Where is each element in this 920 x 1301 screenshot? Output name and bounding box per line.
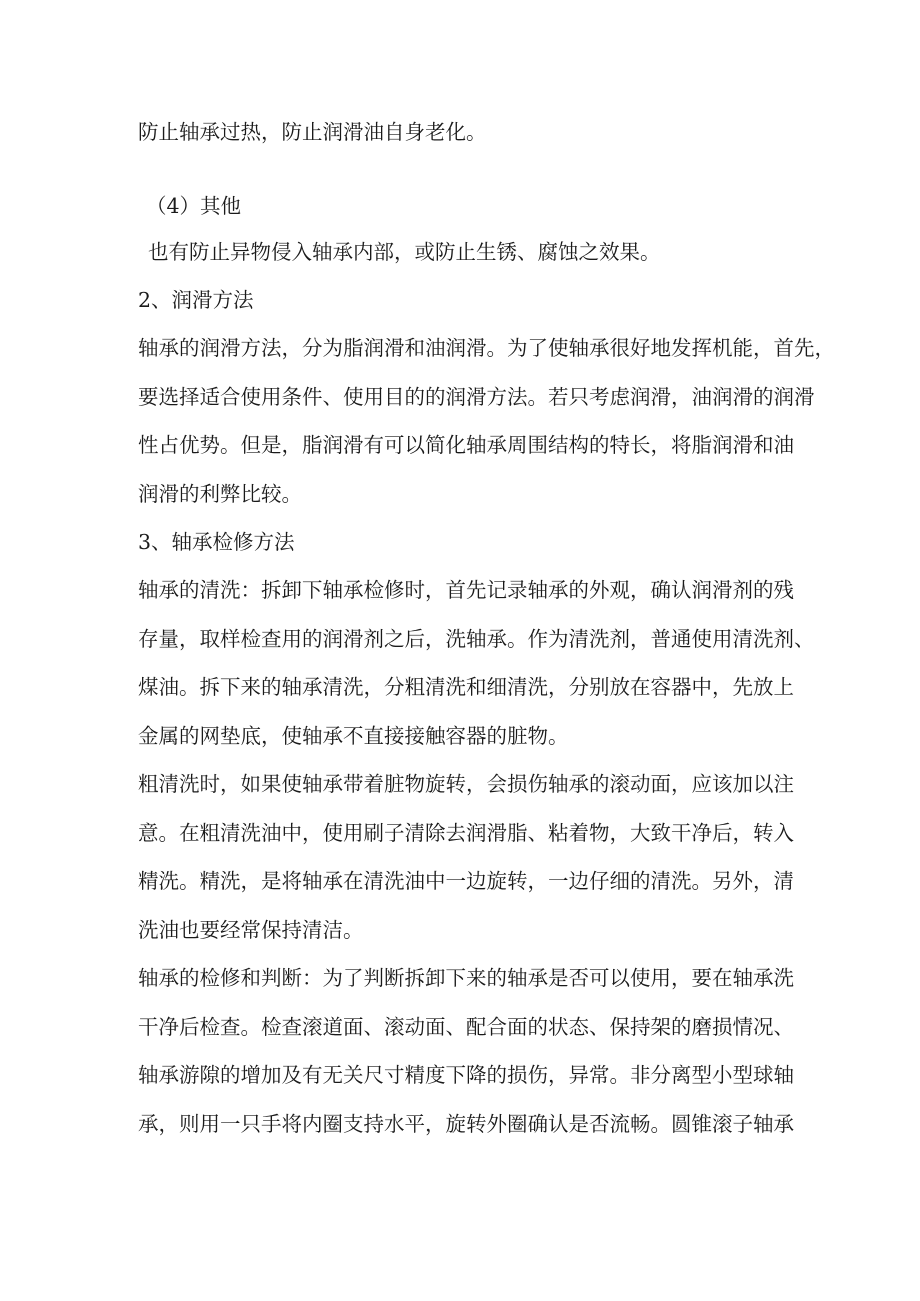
paragraph-other <box>148 228 808 277</box>
text-line: 粗清洗时，如果使轴承带着脏物旋转，会损伤轴承的滚动面，应该加以注 <box>138 772 794 796</box>
text-line: 防止轴承过热，防止润滑油自身老化。 <box>138 120 487 144</box>
text-line: 轴承游隙的增加及有无关尺寸精度下降的损伤，异常。非分离型小型球轴 <box>138 1063 794 1087</box>
text-line: 轴承的润滑方法，分为脂润滑和油润滑。为了使轴承很好地发挥机能，首先， <box>138 336 835 360</box>
text-line: 2、润滑方法 <box>138 288 254 312</box>
text-line: （4）其他 <box>146 194 242 218</box>
text-line: 轴承的检修和判断：为了判断拆卸下来的轴承是否可以使用，要在轴承洗 <box>138 966 794 990</box>
text-line: 存量，取样检查用的润滑剂之后，洗轴承。作为清洗剂，普通使用清洗剂、 <box>138 626 815 651</box>
heading-inspection-method <box>138 518 798 567</box>
paragraph-inspection-judgment <box>138 954 798 1148</box>
text-line: 干净后检查。检查滚道面、滚动面、配合面的状态、保持架的磨损情况、 <box>138 1014 794 1039</box>
text-line: 3、轴承检修方法 <box>138 530 295 554</box>
text-line: 要选择适合使用条件、使用目的的润滑方法。若只考虑润滑，油润滑的润滑 <box>138 384 815 409</box>
text-line: 润滑的利弊比较。 <box>138 481 302 506</box>
text-line: 金属的网垫底，使轴承不直接接触容器的脏物。 <box>138 723 569 748</box>
text-line: 承，则用一只手将内圈支持水平，旋转外圈确认是否流畅。圆锥滚子轴承 <box>138 1111 794 1136</box>
text-line: 洗油也要经常保持清洁。 <box>138 917 364 942</box>
paragraph-lubrication-method <box>138 324 835 518</box>
text-line: 性占优势。但是，脂润滑有可以简化轴承周围结构的特长，将脂润滑和油 <box>138 433 794 457</box>
paragraph-rough-cleaning <box>138 760 798 954</box>
text-line: 意。在粗清洗油中，使用刷子清除去润滑脂、粘着物，大致干净后，转入 <box>138 820 794 845</box>
text-line: 煤油。拆下来的轴承清洗，分粗清洗和细清洗，分别放在容器中，先放上 <box>138 675 794 699</box>
subheading-other <box>146 182 806 231</box>
paragraph-overheat <box>138 108 798 157</box>
text-line: 轴承的清洗：拆卸下轴承检修时，首先记录轴承的外观，确认润滑剂的残 <box>138 578 794 602</box>
text-line: 也有防止异物侵入轴承内部，或防止生锈、腐蚀之效果。 <box>148 240 661 264</box>
heading-lubrication-method <box>138 276 798 325</box>
text-line: 精洗。精洗，是将轴承在清洗油中一边旋转，一边仔细的清洗。另外，清 <box>138 869 794 893</box>
paragraph-cleaning <box>138 566 815 760</box>
